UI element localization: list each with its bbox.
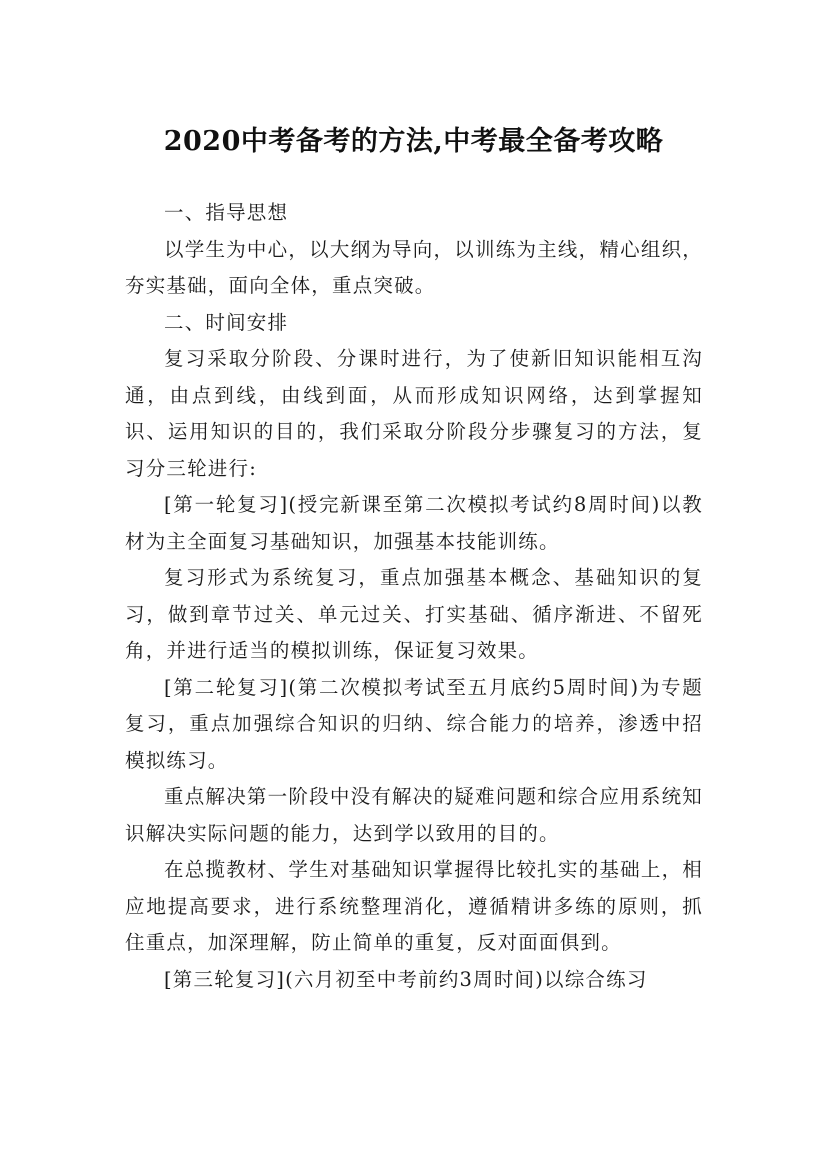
paragraph-second-round: [第二轮复习](第二次模拟考试至五月底约5周时间)为专题复习，重点加强综合知识的归纳、综合能力的培养，渗透中招模拟练习。: [125, 675, 703, 772]
document-title: 2020中考备考的方法,中考最全备考攻略: [163, 126, 664, 158]
paragraph: 重点解决第一阶段中没有解决的疑难问题和综合应用系统知识解决实际问题的能力，达到学以致用的目的。: [125, 785, 703, 845]
paragraph-first-round: [第一轮复习](授完新课至第二次模拟考试约8周时间)以教材为主全面复习基础知识，加强基本技能训练。: [125, 493, 703, 553]
document-body: [125, 195, 703, 998]
paragraph: 复习形式为系统复习，重点加强基本概念、基础知识的复习，做到章节过关、单元过关、打实基础、循序渐进、不留死角，并进行适当的模拟训练，保证复习效果。: [125, 566, 703, 662]
section-heading-guiding-idea: 一、指导思想: [164, 201, 289, 224]
paragraph: 复习采取分阶段、分课时进行，为了使新旧知识能相互沟通，由点到线，由线到面，从而形成知识网络，达到掌握知识、运用知识的目的，我们采取分阶段分步骤复习的方法，复习分三轮进行:: [125, 347, 703, 480]
paragraph: 以学生为中心，以大纲为导向，以训练为主线，精心组织，夯实基础，面向全体，重点突破。: [125, 237, 703, 297]
paragraph-third-round: [第三轮复习](六月初至中考前约3周时间)以综合练习: [164, 967, 648, 991]
section-heading-schedule: 二、时间安排: [164, 310, 289, 334]
paragraph: 在总揽教材、学生对基础知识掌握得比较扎实的基础上，相应地提高要求，进行系统整理消化，遵循精讲多练的原则，抓住重点，加深理解，防止简单的重复，反对面面俱到。: [125, 858, 703, 954]
